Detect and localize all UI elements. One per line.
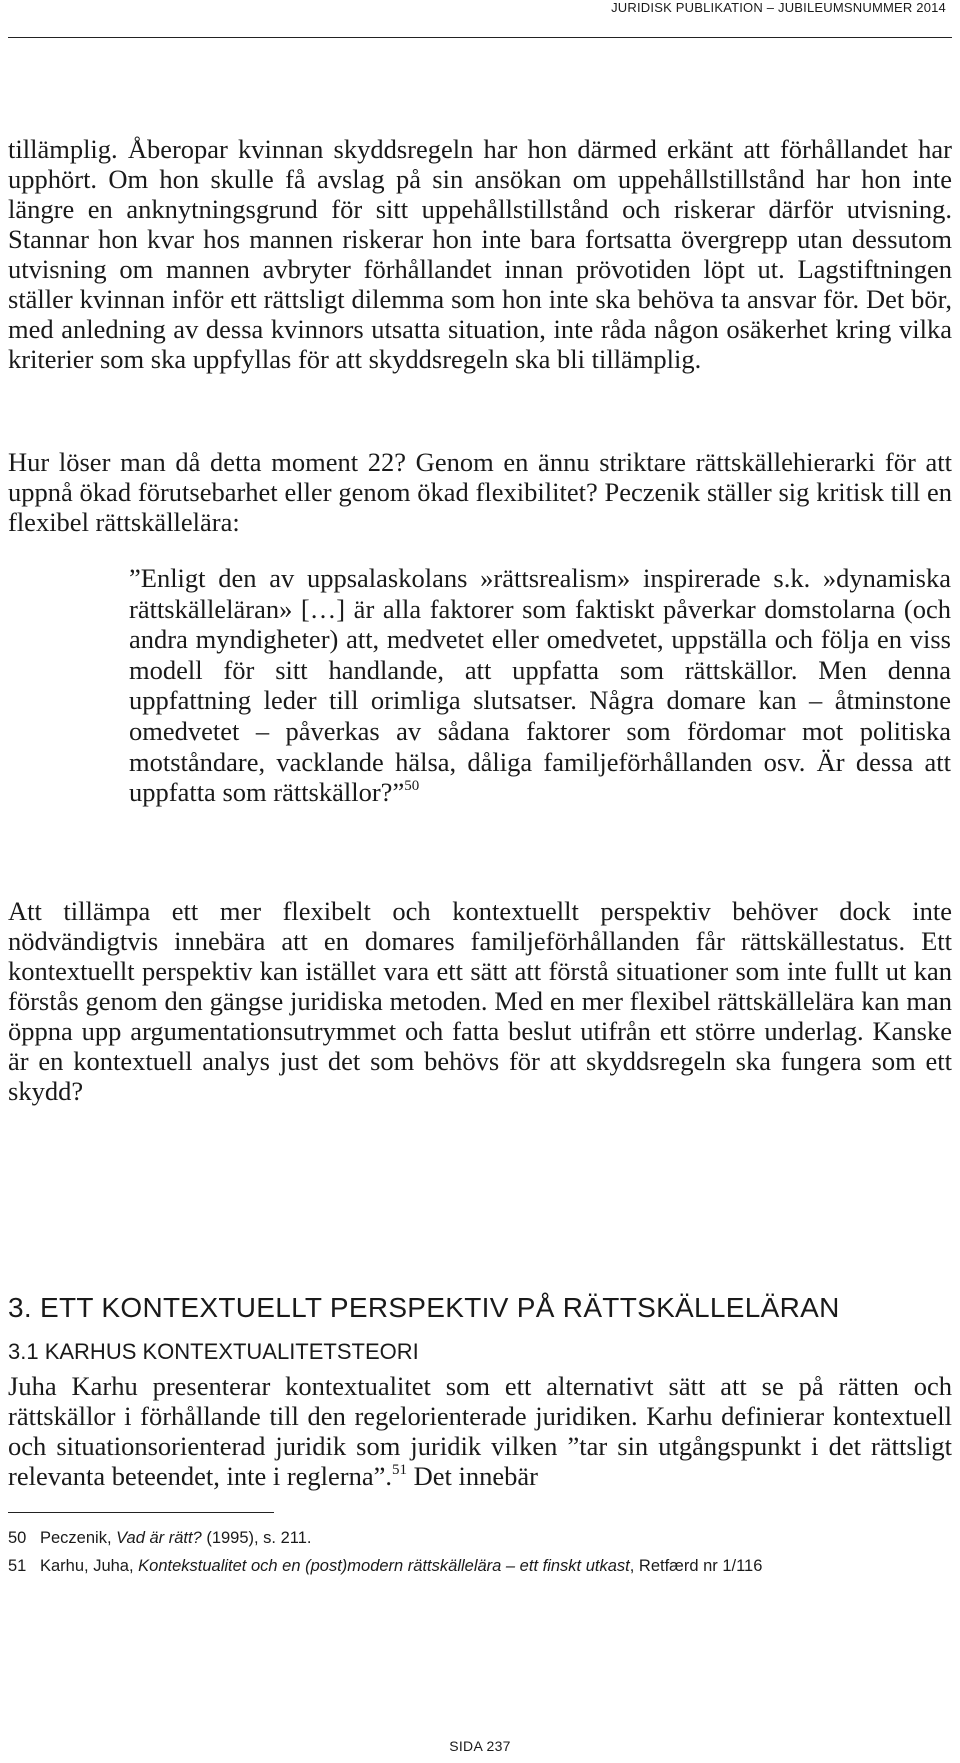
footnote-number: 51 bbox=[8, 1557, 27, 1575]
footnote-divider bbox=[8, 1512, 274, 1513]
footnote-source: , Retfærd nr 1/116 bbox=[629, 1557, 763, 1575]
subsection-heading: 3.1 KARHUS KONTEXTUALITETSTEORI bbox=[8, 1339, 419, 1364]
footnote-title: Vad är rätt? bbox=[116, 1529, 202, 1547]
footnote-author: Peczenik, bbox=[40, 1529, 117, 1547]
paragraph-1: tillämplig. Åberopar kvinnan skyddsregeln har hon därmed erkänt att förhållandet har upphört. Om hon skulle få avslag på sin ansökan om uppehållstillstånd har hon inte längre en anknytningsgrund för sitt uppehållstillstånd och riskerar därför utvisning. Stannar hon kvar hos mannen riskerar hon inte bara fortsatta övergrepp utan dessutom utvisning om mannen avbryter förhållandet innan prövotiden löpt ut. Lagstiftningen ställer kvinnan inför ett rättsligt dilemma som hon inte ska behöva ta ansvar för. Det bör, med anledning av dessa kvinnors utsatta situation, inte råda någon osäkerhet kring vilka kriterier som ska uppfyllas för att skyddsregeln ska bli tillämplig. bbox=[8, 134, 952, 374]
block-quote bbox=[129, 563, 951, 808]
footnote-51 bbox=[8, 1556, 762, 1576]
footnote-source: (1995), s. 211. bbox=[201, 1529, 312, 1547]
block-quote-text: ”Enligt den av uppsalaskolans »rättsrealism» inspirerade s.k. »dynamiska rättskälleläran» […] är alla faktorer som faktiskt påverkar domstolarna (och andra myndigheter) att, medvetet eller omedvetet, uppställa och följa en viss modell för sitt handlande, att uppfatta som rättskällor. Men denna uppfattning leder till orimliga slutsatser. Några domare kan – åtminstone omedvetet – påverkas av sådana faktorer som fördomar mot politiska motståndare, vacklande hälsa, dåliga familjeförhållanden osv. Är dessa att uppfatta som rättskällor?” bbox=[129, 563, 951, 808]
footnote-author: Karhu, Juha, bbox=[40, 1557, 139, 1575]
paragraph-4 bbox=[8, 1371, 952, 1491]
footnote-50 bbox=[8, 1528, 312, 1548]
page-number: SIDA 237 bbox=[449, 1738, 511, 1754]
footnote-number: 50 bbox=[8, 1529, 27, 1547]
paragraph-2: Hur löser man då detta moment 22? Genom en ännu striktare rättskällehierarki för att uppnå ökad förutsebarhet eller genom ökad flexibilitet? Peczenik ställer sig kritisk till en flexibel rättskällelära: bbox=[8, 447, 952, 537]
running-header bbox=[0, 0, 960, 38]
paragraph-4-continuation: Det innebär bbox=[407, 1461, 539, 1491]
footnote-ref-51[interactable]: 51 bbox=[392, 1462, 408, 1478]
running-title: JURIDISK PUBLIKATION – JUBILEUMSNUMMER 2014 bbox=[611, 0, 946, 15]
header-divider bbox=[8, 37, 952, 38]
paragraph-4-text: Juha Karhu presenterar kontextualitet som ett alternativt sätt att se på rätten och rättskällor i förhållande till den regelorienterade juridiken. Karhu definierar kontextuell och situationsorienterad juridik som juridik vilken ”tar sin utgångspunkt i det rättsligt relevanta beteendet, inte i reglerna”. bbox=[8, 1371, 952, 1491]
section-heading: 3. ETT KONTEXTUELLT PERSPEKTIV PÅ RÄTTSKÄLLELÄRAN bbox=[8, 1292, 840, 1323]
footnote-title: Kontekstualitet och en (post)modern rättskällelära – ett finskt utkast bbox=[138, 1557, 630, 1575]
paragraph-3: Att tillämpa ett mer flexibelt och kontextuellt perspektiv behöver dock inte nödvändigtvis innebära att en domares familjeförhållanden får rättskällestatus. Ett kontextuellt perspektiv kan istället vara ett sätt att förstå situationer som inte fullt ut kan förstås genom den gängse juridiska metoden. Med en mer flexibel rättskällelära kan man öppna upp argumentationsutrymmet och fatta beslut utifrån ett större underlag. Kanske är en kontextuell analys just det som behövs för att skyddsregeln ska fungera som ett skydd? bbox=[8, 896, 952, 1106]
footnote-ref-50[interactable]: 50 bbox=[404, 778, 420, 795]
